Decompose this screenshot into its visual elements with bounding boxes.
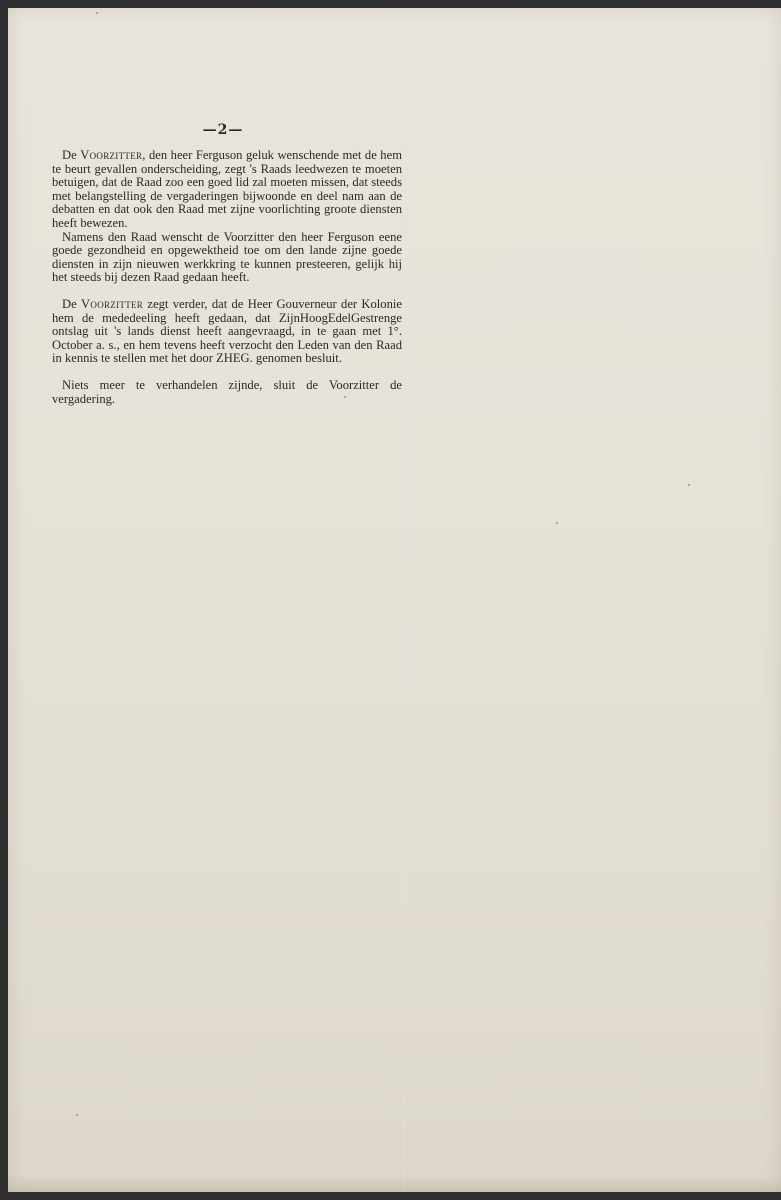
paragraph-lead: De — [62, 148, 81, 162]
paper-speck — [688, 484, 690, 486]
paragraph-text: , den heer Ferguson geluk wenschende met de hem te beurt gevallen onderscheiding, zegt 's Raads leedwezen te moeten betuigen, dat de Raad zoo een goed lid zal moeten missen, dat steeds met belangstelling de vergaderingen bijwoonde en deel nam aan de debatten en dat ook den Raad met zijne voorlichting groote diensten heeft bewezen. — [52, 148, 402, 230]
page-bottom-edge — [8, 1174, 781, 1192]
paragraph-closing: Niets meer te verhandelen zijnde, sluit de Voorzitter de vergadering. — [52, 377, 402, 406]
document-page — [8, 8, 781, 1192]
paragraph-lead: De — [62, 296, 82, 311]
paper-speck — [76, 1114, 78, 1116]
paragraph-text: zegt verder, dat de Heer Gouverneur der Kolonie hem de mededeeling heeft gedaan, dat ZijnHoogEdelGestrenge ontslag uit 's lands dienst heeft aangevraagd, in te gaan met 1°. October a. s., en hem tevens heeft verzocht den Leden van den Raad in kennis te stellen met het door ZHEG. genomen besluit. — [52, 296, 402, 366]
page-number: —2— — [202, 122, 244, 138]
body-text — [52, 149, 402, 406]
paper-speck — [344, 396, 346, 398]
page-fold — [402, 8, 404, 1192]
paragraph-chairman-farewell — [52, 149, 402, 231]
paper-speck — [556, 522, 558, 524]
speaker-name: Voorzitter — [80, 148, 143, 162]
paragraph-governor-resignation — [52, 298, 402, 366]
paragraph-wishes: Namens den Raad wenscht de Voorzitter den heer Ferguson eene goede gezondheid en opgewektheid toe om den lande zijne goede diensten in zijn nieuwen werkkring te kunnen presteeren, gelijk hij het steeds bij dezen Raad gedaan heeft. — [52, 229, 402, 285]
paper-speck — [96, 12, 98, 14]
speaker-name: Voorzitter — [81, 296, 144, 311]
